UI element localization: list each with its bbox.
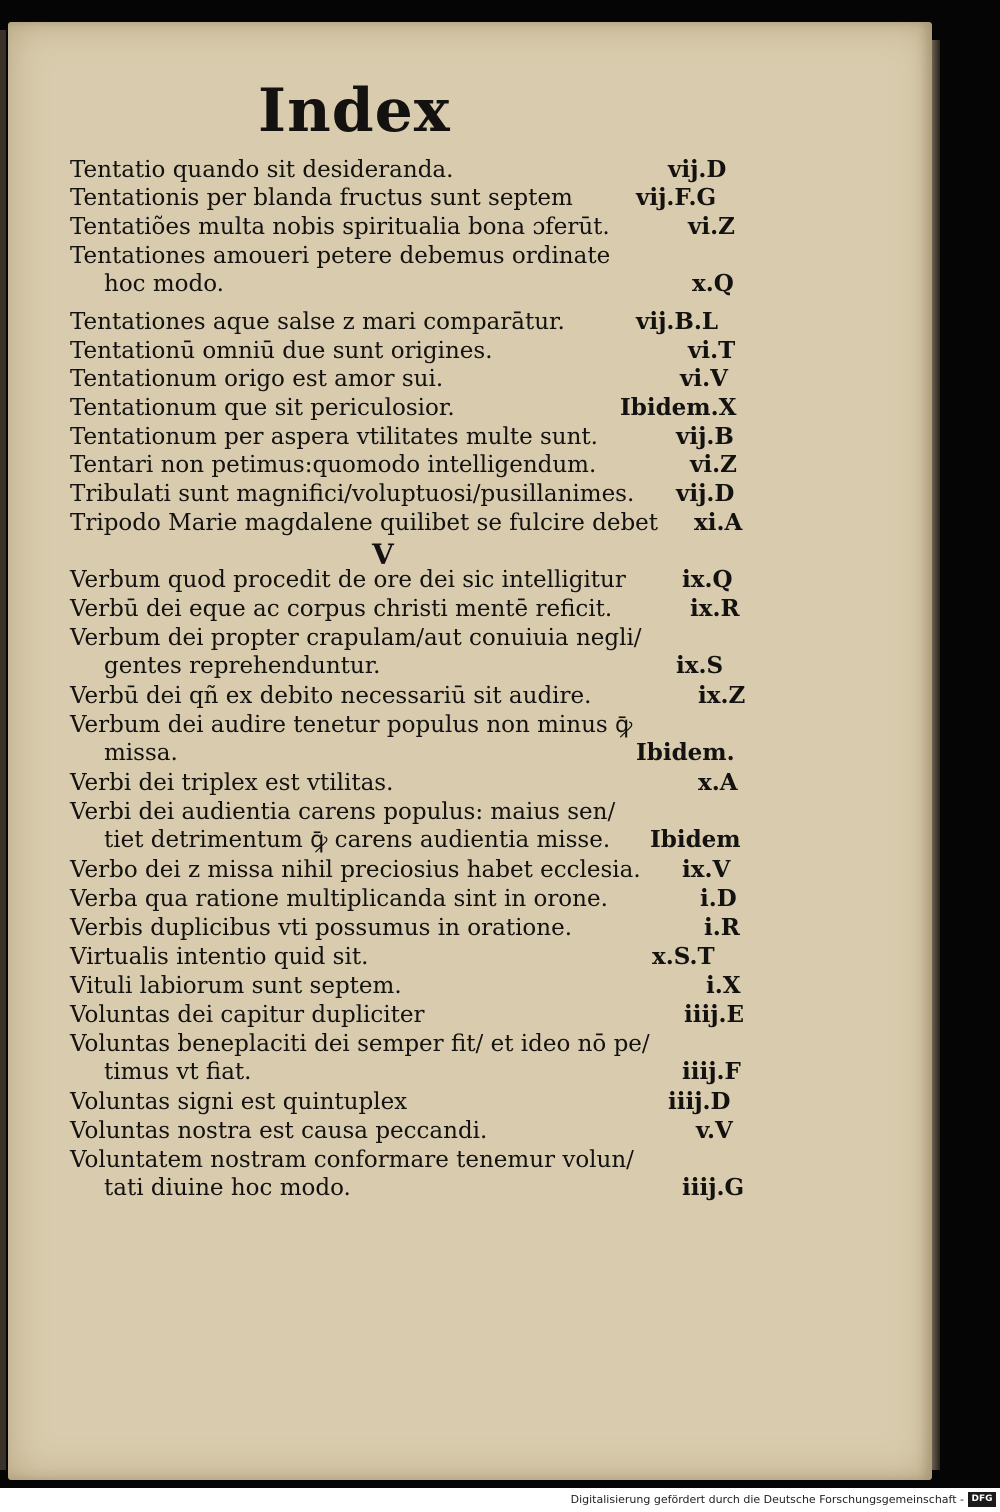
index-entry (70, 213, 760, 241)
folio-reference: Ibidem. (636, 739, 735, 766)
entry-text-continuation: hoc modo. (104, 271, 224, 297)
entry-text: Voluntas beneplaciti dei semper fit/ et ideo nō pe/ (70, 1031, 650, 1057)
folio-reference: v.V (696, 1117, 733, 1144)
folio-reference: ix.V (682, 856, 731, 883)
folio-reference: i.D (700, 885, 737, 912)
index-entry (70, 1088, 760, 1116)
folio-reference: ix.Q (682, 566, 733, 593)
folio-reference: Ibidem (650, 826, 741, 853)
entry-text: Verbis duplicibus vti possumus in oratione. (70, 915, 573, 941)
index-entry (70, 856, 760, 884)
entry-text: Tribulati sunt magnifici/voluptuosi/pusillanimes. (70, 481, 635, 507)
entry-text: Verbi dei audientia carens populus: maius sen/ (70, 799, 616, 825)
entry-text: Tentatio quando sit desideranda. (70, 157, 454, 183)
entry-text: Tentationes amoueri petere debemus ordinate (70, 243, 611, 269)
folio-reference: vij.B.L (636, 308, 719, 335)
folio-reference: x.S.T (652, 943, 715, 970)
entry-text: Verbum dei audire tenetur populus non minus ꝙ̄ (70, 712, 633, 738)
index-entry (70, 1117, 760, 1145)
index-entry (70, 337, 760, 365)
entry-text: Verbo dei z missa nihil preciosius habet ecclesia. (70, 857, 641, 883)
index-entry (70, 156, 760, 184)
entry-text: Voluntas dei capitur dupliciter (70, 1002, 425, 1028)
entry-text: Voluntatem nostram conformare tenemur volun/ (70, 1147, 634, 1173)
entry-text: Virtualis intentio quid sit. (70, 944, 369, 970)
index-entry (70, 1030, 760, 1086)
index-heading: Index (258, 76, 451, 146)
folio-reference: iiij.E (684, 1001, 745, 1028)
entry-text: Voluntas nostra est causa peccandi. (70, 1118, 488, 1144)
folio-reference: vi.Z (690, 451, 737, 478)
folio-reference: vi.T (688, 337, 736, 364)
index-entry (70, 711, 760, 767)
page-right-edge (932, 40, 940, 1470)
entry-text: Vituli labiorum sunt septem. (70, 973, 402, 999)
folio-reference: vij.B (676, 423, 734, 450)
folio-reference: vij.F.G (636, 184, 717, 211)
entry-text: Tentationes aque salse z mari comparātur. (70, 309, 565, 335)
index-entry (70, 423, 760, 451)
entry-text: Verba qua ratione multiplicanda sint in orone. (70, 886, 608, 912)
folio-reference: x.A (698, 769, 738, 796)
index-entry (70, 451, 760, 479)
folio-reference: vi.V (680, 365, 728, 392)
index-entry (70, 1146, 760, 1202)
entry-text: Tentationum que sit periculosior. (70, 395, 455, 421)
index-entry (70, 480, 760, 508)
folio-reference: xi.A (694, 509, 743, 536)
entry-text-continuation: tiet detrimentum ꝙ̄ carens audientia misse. (104, 827, 611, 853)
folio-reference: iiij.F (682, 1058, 741, 1085)
index-entry (70, 394, 760, 422)
entry-text: Verbum quod procedit de ore dei sic intelligitur (70, 567, 626, 593)
index-entry (70, 798, 760, 854)
page-left-edge (0, 30, 6, 1470)
entry-text: Tentationis per blanda fructus sunt septem (70, 185, 573, 211)
folio-reference: iiij.D (668, 1088, 731, 1115)
index-entry (70, 914, 760, 942)
entry-text-continuation: missa. (104, 740, 178, 766)
index-entry (70, 308, 760, 336)
index-entry (70, 365, 760, 393)
entry-text: Tentari non petimus:quomodo intelligendum. (70, 452, 597, 478)
folio-reference: ix.R (690, 595, 740, 622)
entry-text-continuation: timus vt fiat. (104, 1059, 252, 1085)
folio-reference: vij.D (668, 156, 727, 183)
index-entry (70, 682, 760, 710)
entry-text: Verbū dei qñ ex debito necessariū sit audire. (70, 683, 592, 709)
entry-text: Verbum dei propter crapulam/aut conuiuia negli/ (70, 625, 642, 651)
index-entry (70, 624, 760, 680)
entry-text: Tentationum per aspera vtilitates multe sunt. (70, 424, 598, 450)
folio-reference: i.X (706, 972, 741, 999)
index-entry (70, 184, 760, 212)
index-entry (70, 943, 760, 971)
index-entry (70, 885, 760, 913)
section-letter: V (372, 538, 394, 571)
entry-text: Verbū dei eque ac corpus christi mentē reficit. (70, 596, 613, 622)
index-entry (70, 769, 760, 797)
entry-text: Voluntas signi est quintuplex (70, 1089, 408, 1115)
index-entry (70, 242, 760, 298)
entry-text: Tripodo Marie magdalene quilibet se fulcire debet (70, 510, 659, 536)
folio-reference: vij.D (676, 480, 735, 507)
folio-reference: i.R (704, 914, 740, 941)
folio-reference: ix.Z (698, 682, 746, 709)
folio-reference: x.Q (692, 270, 734, 297)
entry-text: Verbi dei triplex est vtilitas. (70, 770, 394, 796)
index-entry (70, 509, 760, 537)
entry-text: Tentationum origo est amor sui. (70, 366, 444, 392)
folio-reference: vi.Z (688, 213, 735, 240)
footer-credit: Digitalisierung gefördert durch die Deutsche Forschungsgemeinschaft - (570, 1493, 964, 1506)
footer-bar (0, 1488, 1000, 1512)
folio-reference: Ibidem.X (620, 394, 737, 421)
entry-text: Tentationū omniū due sunt origines. (70, 338, 493, 364)
entry-text-continuation: gentes reprehenduntur. (104, 653, 381, 679)
entry-text: Tentatiões multa nobis spiritualia bona ɔferūt. (70, 214, 610, 240)
entry-text-continuation: tati diuine hoc modo. (104, 1175, 351, 1201)
dfg-logo: DFG (968, 1492, 996, 1507)
index-entry (70, 972, 760, 1000)
folio-reference: ix.S (676, 652, 724, 679)
index-entry (70, 595, 760, 623)
index-entry (70, 566, 760, 594)
index-entry (70, 1001, 760, 1029)
folio-reference: iiij.G (682, 1174, 745, 1201)
